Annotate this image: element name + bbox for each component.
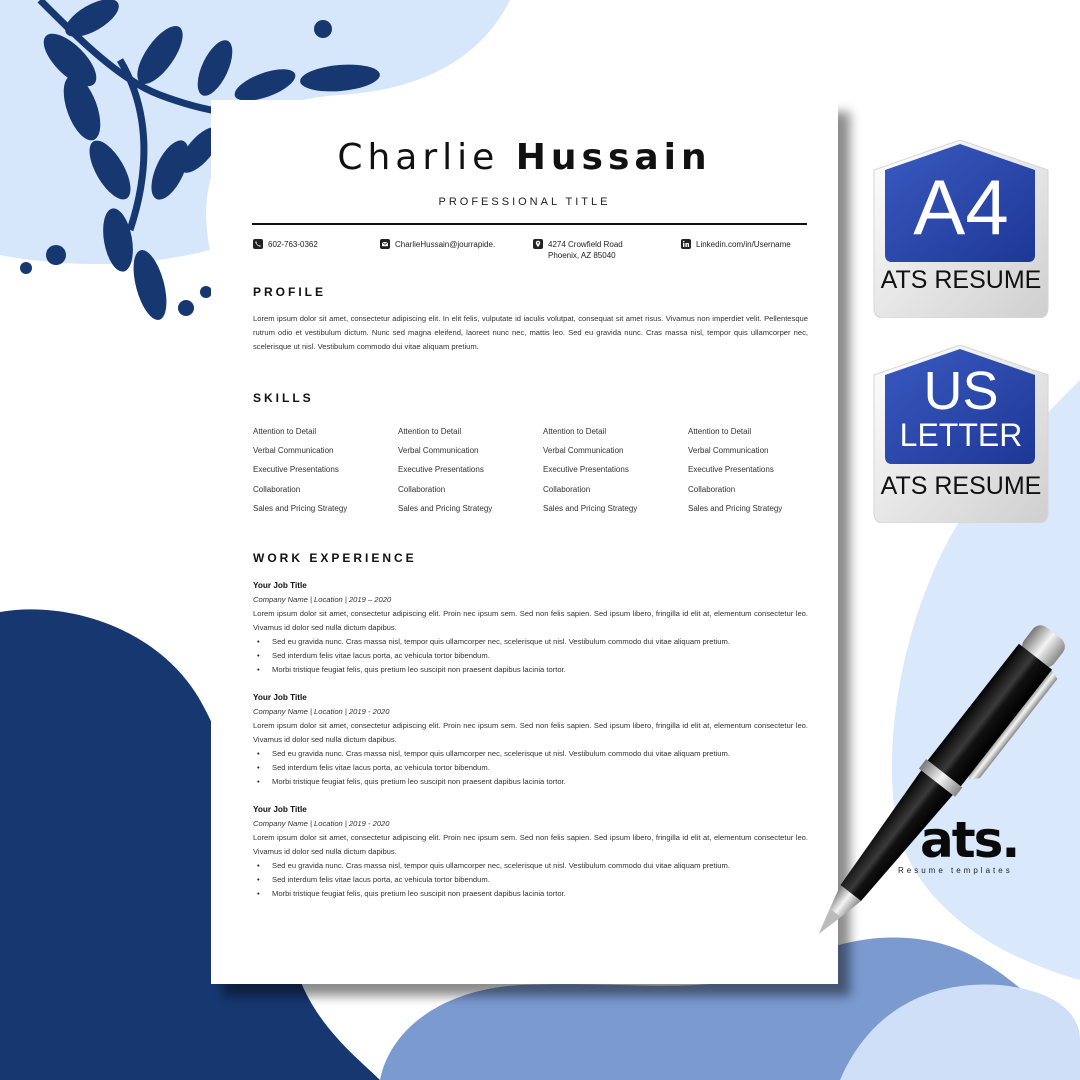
- linkedin-icon: [681, 239, 691, 249]
- badge-a4-sub: ATS RESUME: [880, 266, 1042, 294]
- badge-us-label: US: [923, 361, 999, 421]
- skill-item: Verbal Communication: [253, 446, 334, 456]
- job-entry-2: [253, 691, 808, 790]
- job-entry-1: [253, 579, 808, 678]
- job-description: Lorem ipsum dolor sit amet, consectetur adipiscing elit. Proin nec ipsum sem. Sed non felis sapien. Sed ipsum libero, fringilla id elit at, elementum consectetur leo. Vivamus id dolor sed nulla dictum dapibus.: [253, 833, 808, 856]
- first-name: Charlie: [337, 137, 500, 178]
- linkedin-text: Linkedin.com/in/Username: [696, 240, 791, 249]
- resume-name: [211, 137, 838, 178]
- job-bullet: • Sed eu gravida nunc. Cras massa nisl, tempor quis ullamcorper nec, scelerisque ut nisl. Vestibulum commodo dui vitae aliquam pretium.: [272, 635, 808, 649]
- profile-heading: PROFILE: [253, 285, 327, 299]
- skill-item: Executive Presentations: [398, 465, 484, 475]
- profile-text: Lorem ipsum dolor sit amet, consectetur adipiscing elit. In elit felis, vulputate id iaculis volutpat, consequat sit amet risus. Vivamus non imperdiet velit. Pellentesque rutrum odio et vestibulum dictum. Nunc sed magna eleifend, laoreet nunc nec, mattis leo. Sed eu gravida nunc. Cras massa nisl, tempor quis ullamcorper nec, scelerisque ut nisl. Vestibulum commodo dui vitae aliquam pretium.: [253, 314, 808, 351]
- skills-heading: SKILLS: [253, 391, 314, 405]
- skill-item: Executive Presentations: [253, 465, 339, 475]
- email-text: CharlieHussain@jourrapide.: [395, 240, 496, 249]
- skill-item: Attention to Detail: [253, 427, 317, 436]
- job-bullets: [253, 859, 808, 902]
- skill-item: Executive Presentations: [543, 465, 629, 475]
- contact-phone: [253, 239, 318, 250]
- skill-item: Sales and Pricing Strategy: [688, 503, 783, 513]
- job-bullet: • Sed interdum felis vitae lacus porta, ac vehicula tortor bibendum.: [272, 873, 808, 887]
- badge-a4: [872, 140, 1050, 318]
- badge-letter-label: LETTER: [899, 417, 1023, 453]
- skill-item: Collaboration: [688, 484, 736, 494]
- skill-item: Sales and Pricing Strategy: [543, 503, 638, 513]
- job-bullet: • Morbi tristique feugiat felis, quis pretium leo suscipit non praesent dapibus lacinia tortor.: [272, 887, 808, 901]
- pen-icon: [780, 600, 1080, 980]
- contact-address: [533, 239, 623, 261]
- skill-item: Verbal Communication: [543, 446, 624, 456]
- address-line2: Phoenix, AZ 85040: [548, 251, 616, 260]
- skill-item: Collaboration: [398, 484, 446, 494]
- job-bullet: • Sed eu gravida nunc. Cras massa nisl, tempor quis ullamcorper nec, scelerisque ut nisl. Vestibulum commodo dui vitae aliquam pretium.: [272, 747, 808, 761]
- skill-item: Executive Presentations: [688, 465, 774, 475]
- last-name: Hussain: [515, 137, 712, 178]
- job-description: Lorem ipsum dolor sit amet, consectetur adipiscing elit. Proin nec ipsum sem. Sed non felis sapien. Sed ipsum libero, fringilla id elit at, elementum consectetur leo. Vivamus id dolor sed nulla dictum dapibus.: [253, 609, 808, 632]
- job-bullet: • Sed interdum felis vitae lacus porta, ac vehicula tortor bibendum.: [272, 761, 808, 775]
- job-company-line: Company Name | Location | 2019 – 2020: [253, 595, 392, 604]
- ats-tagline: Resume templates: [898, 866, 1013, 875]
- job-title: Your Job Title: [253, 805, 307, 814]
- professional-title: PROFESSIONAL TITLE: [438, 196, 611, 208]
- job-bullet: • Sed interdum felis vitae lacus porta, ac vehicula tortor bibendum.: [272, 649, 808, 663]
- skill-item: Attention to Detail: [543, 427, 607, 436]
- contact-email: [380, 239, 495, 250]
- badge-a4-label: A4: [913, 163, 1009, 251]
- job-company-line: Company Name | Location | 2019 - 2020: [253, 707, 390, 716]
- skills-grid: [253, 422, 833, 518]
- skill-item: Attention to Detail: [398, 427, 462, 436]
- phone-icon: [253, 239, 263, 249]
- job-description: Lorem ipsum dolor sit amet, consectetur adipiscing elit. Proin nec ipsum sem. Sed non felis sapien. Sed ipsum libero, fringilla id elit at, elementum consectetur leo. Vivamus id dolor sed nulla dictum dapibus.: [253, 721, 808, 744]
- badge-us-letter: [872, 345, 1050, 523]
- job-bullets: [253, 747, 808, 790]
- job-bullet: • Morbi tristique feugiat felis, quis pretium leo suscipit non praesent dapibus lacinia tortor.: [272, 775, 808, 789]
- skill-item: Collaboration: [253, 484, 301, 494]
- address-text: [548, 239, 623, 261]
- skill-item: Verbal Communication: [398, 446, 479, 456]
- job-title: Your Job Title: [253, 693, 307, 702]
- address-line1: 4274 Crowfield Road: [548, 240, 623, 249]
- skill-item: Verbal Communication: [688, 446, 769, 456]
- contact-linkedin: [681, 239, 791, 250]
- email-icon: [380, 239, 390, 249]
- location-pin-icon: [533, 239, 543, 249]
- skill-item: Sales and Pricing Strategy: [253, 503, 348, 513]
- job-entry-3: [253, 803, 808, 902]
- ats-logo: ats.: [920, 811, 1019, 869]
- work-experience-heading: WORK EXPERIENCE: [253, 551, 417, 565]
- skill-item: Collaboration: [543, 484, 591, 494]
- skill-item: Sales and Pricing Strategy: [398, 503, 493, 513]
- job-bullet: • Sed eu gravida nunc. Cras massa nisl, tempor quis ullamcorper nec, scelerisque ut nisl. Vestibulum commodo dui vitae aliquam pretium.: [272, 859, 808, 873]
- job-bullets: [253, 635, 808, 678]
- job-company-line: Company Name | Location | 2019 - 2020: [253, 819, 390, 828]
- header-divider: [252, 223, 807, 225]
- badge-us-letter-sub: ATS RESUME: [880, 472, 1042, 500]
- skill-item: Attention to Detail: [688, 427, 752, 436]
- phone-text: 602-763-0362: [268, 240, 318, 249]
- job-title: Your Job Title: [253, 581, 307, 590]
- resume-page: [211, 100, 838, 984]
- job-bullet: • Morbi tristique feugiat felis, quis pretium leo suscipit non praesent dapibus lacinia tortor.: [272, 663, 808, 677]
